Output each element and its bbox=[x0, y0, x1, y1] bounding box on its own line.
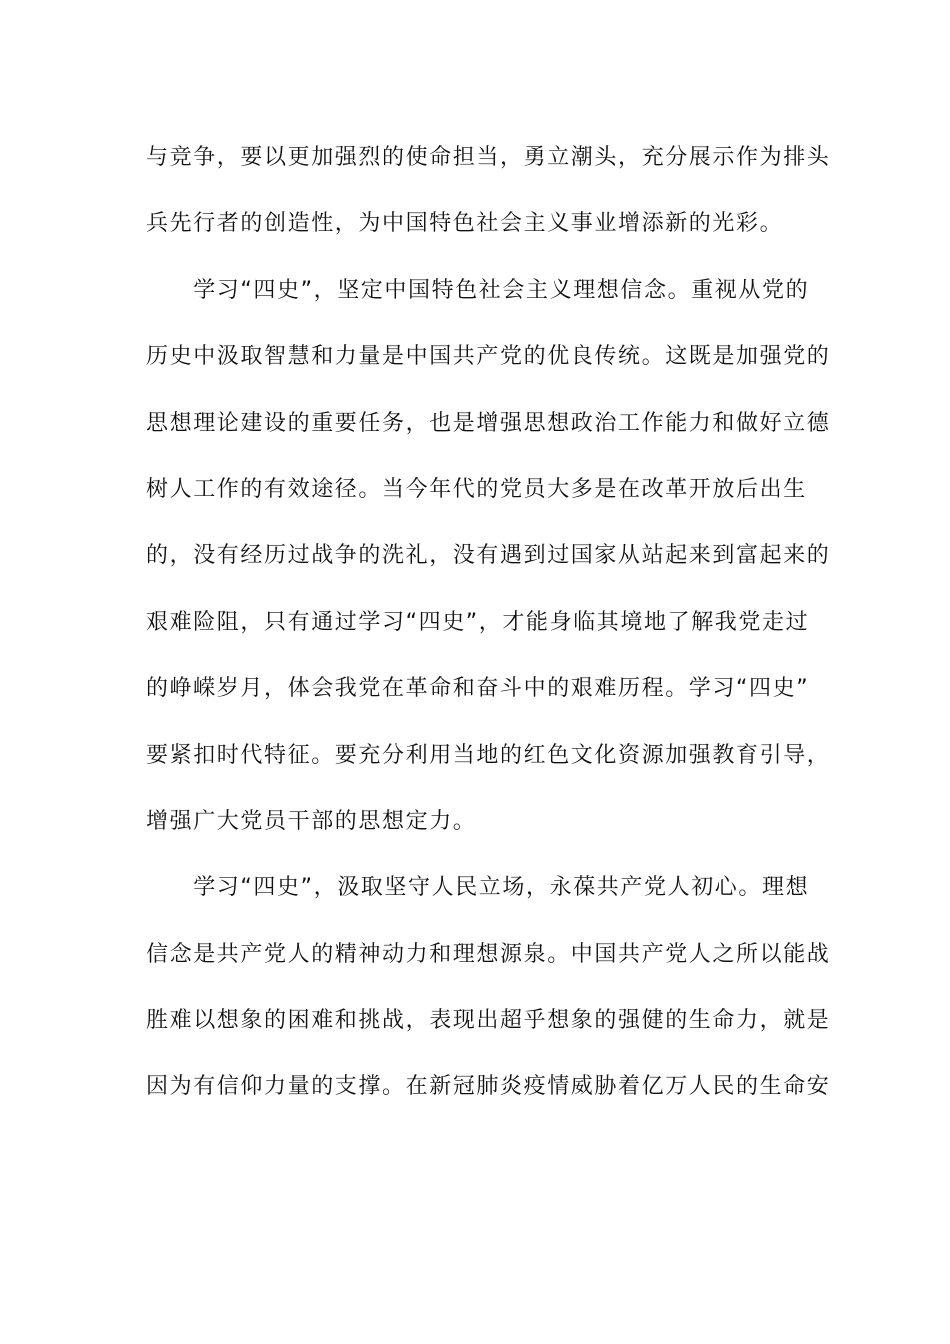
text-line: 增强广大党员干部的思想定力。 bbox=[146, 808, 477, 834]
text-line: 艰难险阻，只有通过学习“四史”，才能身临其境地了解我党走过 bbox=[146, 609, 810, 635]
text-line: 要紧扣时代特征。要充分利用当地的红色文化资源加强教育引导， bbox=[146, 742, 831, 768]
text-line: 因为有信仰力量的支撑。在新冠肺炎疫情威胁着亿万人民的生命安 bbox=[146, 1074, 831, 1100]
text-line: 信念是共产党人的精神动力和理想源泉。中国共产党人之所以能战 bbox=[146, 941, 831, 967]
text-line: 思想理论建设的重要任务，也是增强思想政治工作能力和做好立德 bbox=[146, 410, 831, 436]
text-line: 与竞争，要以更加强烈的使命担当，勇立潮头，充分展示作为排头 bbox=[146, 145, 831, 170]
paragraph-start-line: 学习“四史”，坚定中国特色社会主义理想信念。重视从党的 bbox=[146, 277, 810, 303]
text-line: 胜难以想象的困难和挑战，表现出超乎想象的强健的生命力，就是 bbox=[146, 1008, 831, 1034]
text-line: 树人工作的有效途径。当今年代的党员大多是在改革开放后出生 bbox=[146, 476, 807, 502]
text-line: 的峥嵘岁月，体会我党在革命和奋斗中的艰难历程。学习“四史” bbox=[146, 676, 810, 702]
text-line: 兵先行者的创造性，为中国特色社会主义事业增添新的光彩。 bbox=[146, 211, 784, 237]
paragraph-start-line: 学习“四史”，汲取坚守人民立场，永葆共产党人初心。理想 bbox=[146, 875, 810, 901]
text-line: 历史中汲取智慧和力量是中国共产党的优良传统。这既是加强党的 bbox=[146, 344, 831, 370]
document-body bbox=[146, 125, 831, 1121]
text-line: 的，没有经历过战争的洗礼，没有遇到过国家从站起来到富起来的 bbox=[146, 543, 831, 569]
